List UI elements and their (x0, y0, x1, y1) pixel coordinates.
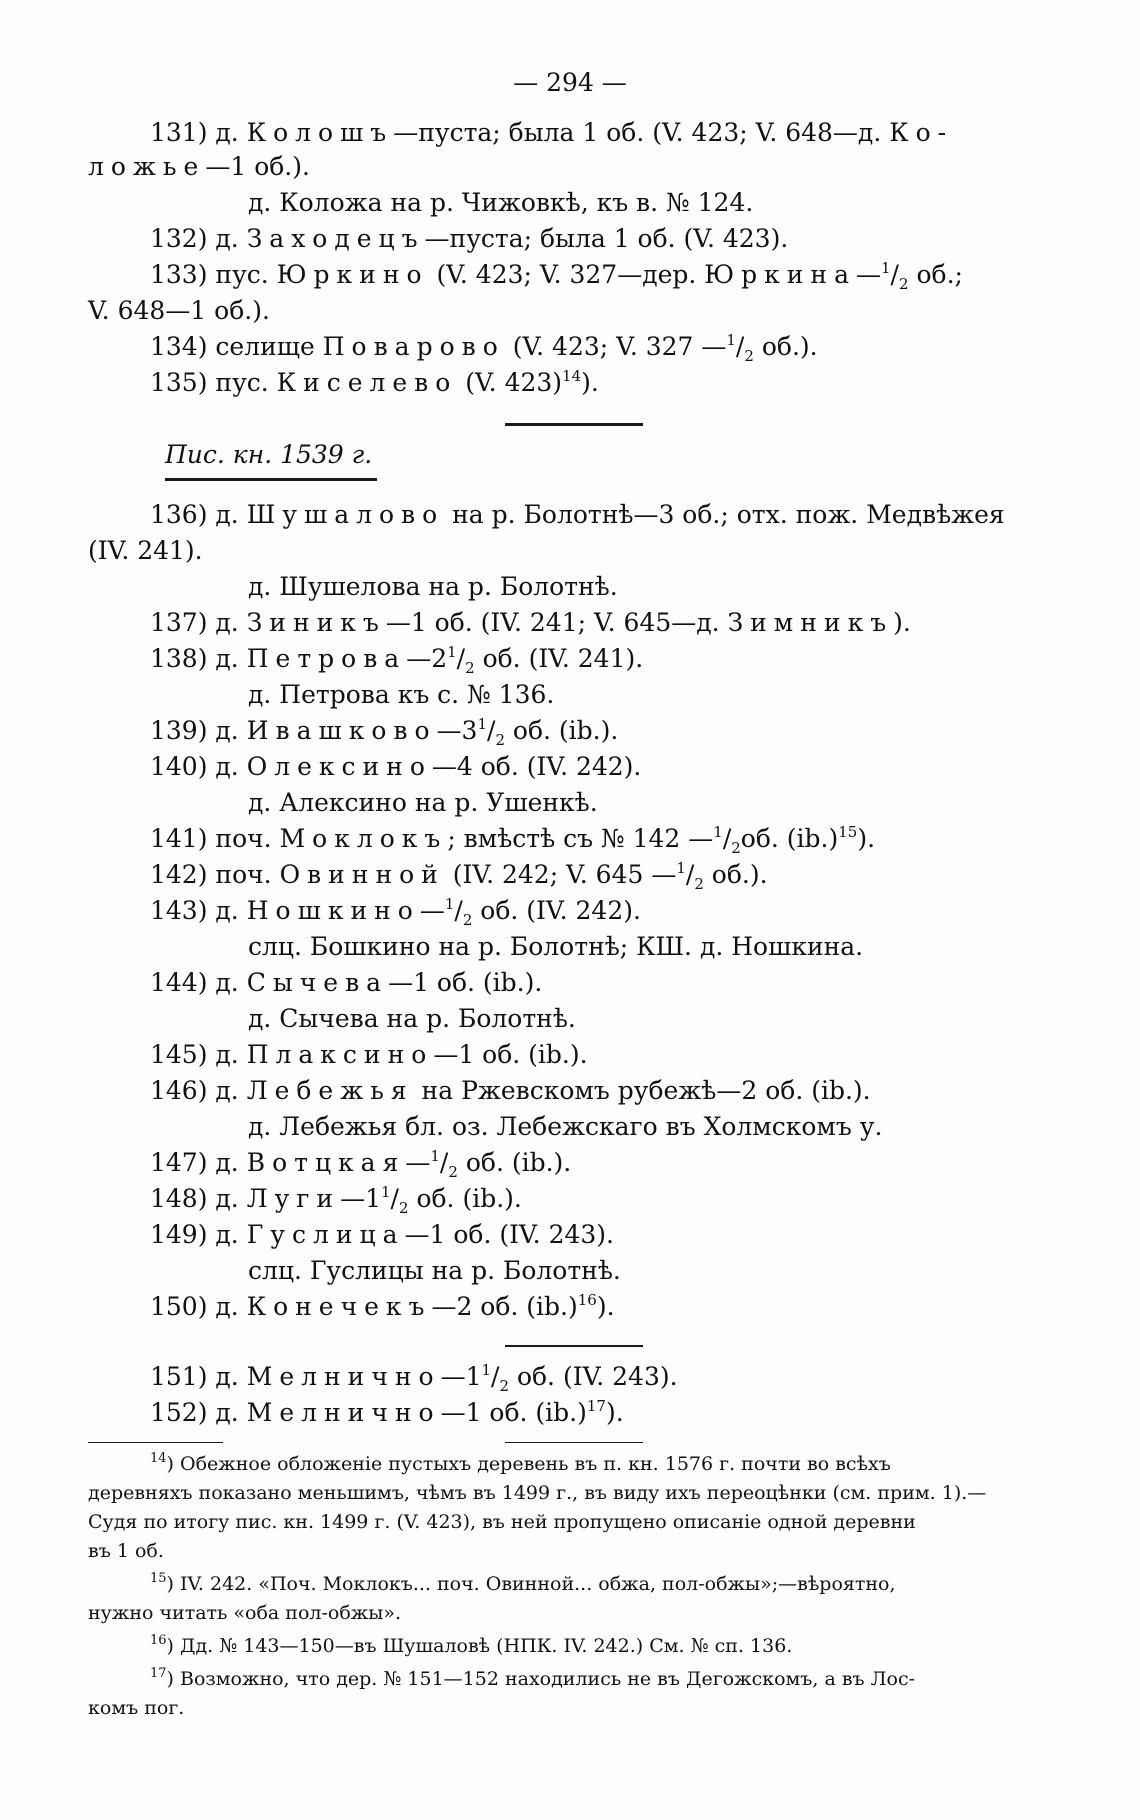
entry-133: 133) пус. Юркино (V. 423; V. 327—дер. $Юркина—^1/_2$ об.; (150, 259, 963, 293)
footnote-17-line-1 (150, 1667, 915, 1691)
entry-138-name: Петрова (246, 644, 407, 673)
entry-148-prefix: 148) д. (150, 1184, 247, 1213)
entry-141-text: ; вмѣстѣ съ № 142 — (447, 824, 714, 853)
entry-131-text: —пуста; была 1 об. (V. 423; V. 648—д. (393, 118, 890, 147)
entry-131 (150, 118, 953, 148)
entry-132 (150, 224, 788, 254)
footnote-15-mark: 15 (150, 1571, 167, 1586)
entry-140-text: —4 об. (IV. 242). (431, 752, 642, 781)
entry-145-text: —1 об. (ib.). (433, 1040, 588, 1069)
footnote-15-text-1: ) IV. 242. «Поч. Моклокъ... поч. Овинной... обжа, пол-обжы»;—вѣроятно, (166, 1573, 896, 1595)
entry-143: 143) д. $Ношкино—^1/_2$ об. (IV. 242). (150, 895, 641, 929)
section-heading: Пис. кн. 1539 г. (165, 440, 373, 469)
footnote-16-text-1: ) Дд. № 143—150—въ Шушаловѣ (НПК. IV. 242.) См. № сп. 136. (166, 1635, 793, 1657)
entry-142-text: (IV. 242; V. 645 — (444, 860, 677, 889)
entry-144 (150, 968, 542, 998)
entry-133-cont: V. 648—1 об.). (88, 296, 270, 325)
entry-149-modern: слц. Гуслицы на р. Болотнѣ. (248, 1256, 621, 1285)
entry-144-text: —1 об. (ib.). (388, 968, 543, 997)
entry-133-dash: — (855, 260, 881, 289)
entry-149-name: Гуслица (246, 1220, 405, 1249)
entry-147-prefix: 147) д. (150, 1148, 247, 1177)
entry-133-tail: об.; (908, 260, 963, 289)
entry-146 (150, 1076, 871, 1106)
footnote-14-line-2: деревняхъ показано меньшимъ, чѣмъ въ 1499 г., въ виду ихъ переоцѣнки (см. прим. 1).— (88, 1482, 987, 1504)
entry-140-prefix: 140) д. (150, 752, 247, 781)
entry-144-prefix: 144) д. (150, 968, 247, 997)
footnote-16-line-1 (150, 1634, 792, 1658)
entry-152-name: Мелнично (246, 1398, 441, 1427)
entry-136-cont: (IV. 241). (88, 536, 203, 565)
entry-152-text: —1 об. (ib.) (440, 1398, 587, 1427)
entry-134-prefix: 134) селище (150, 332, 323, 361)
entry-149-prefix: 149) д. (150, 1220, 247, 1249)
entry-151-name: Мелнично (246, 1362, 441, 1391)
entry-138: 138) д. $Петрова—2^1/_2$ об. (IV. 241). (150, 643, 644, 677)
entry-137-prefix: 137) д. (150, 608, 247, 637)
entry-138-tail: об. (IV. 241). (474, 644, 644, 673)
entry-138-modern: д. Петрова къ с. № 136. (248, 680, 555, 709)
entry-150-prefix: 150) д. (150, 1292, 247, 1321)
entry-139-name: Ивашково (246, 716, 437, 745)
entry-150-text: —2 об. (ib.) (431, 1292, 578, 1321)
entry-142-tail: об.). (703, 860, 768, 889)
entry-136-name: Шушалово (246, 500, 445, 529)
entry-141-name: Моклокъ (279, 824, 448, 853)
entry-143-tail: об. (IV. 242). (472, 896, 641, 925)
entry-139: 139) д. $Ивашково—3^1/_2$ об. (ib.). (150, 715, 619, 749)
entry-139-frac-den: 2 (495, 731, 505, 749)
entry-137 (150, 608, 911, 638)
entry-142-frac-den: 2 (694, 875, 704, 893)
entry-131-prefix: 131) д. (150, 118, 247, 147)
entry-132-name: Заходецъ (246, 224, 425, 253)
entry-137-text: —1 об. (IV. 241; V. 645—д. (385, 608, 728, 637)
group-divider (505, 1345, 643, 1347)
entry-148: 148) д. $Луги—1^1/_2$ об. (ib.). (150, 1183, 522, 1217)
entry-135-name: Киселево (276, 368, 458, 397)
entry-132-text: —пуста; была 1 об. (V. 423). (424, 224, 789, 253)
entry-138-prefix: 138) д. (150, 644, 247, 673)
entry-139-frac-num: 1 (477, 715, 487, 733)
footnote-16-mark: 16 (150, 1633, 167, 1648)
footnote-ref-15: 15 (838, 823, 858, 841)
entry-152-prefix: 152) д. (150, 1398, 247, 1427)
entry-149 (150, 1220, 614, 1250)
entry-141-prefix: 141) поч. (150, 824, 280, 853)
entry-137-tail: ). (893, 608, 911, 637)
entry-143-prefix: 143) д. (150, 896, 247, 925)
entry-133-frac-num: 1 (880, 259, 891, 277)
entry-135-prefix: 135) пус. (150, 368, 277, 397)
entry-140-name: Олексино (246, 752, 432, 781)
section-heading-underline (165, 478, 377, 481)
section-divider (505, 423, 643, 426)
entry-139-tail: об. (ib.). (504, 716, 619, 745)
entry-146-prefix: 146) д. (150, 1076, 247, 1105)
entry-150-tail: ). (596, 1292, 615, 1321)
entry-136 (150, 500, 1005, 530)
footnote-ref-17: 17 (586, 1397, 606, 1415)
entry-144-modern: д. Сычева на р. Болотнѣ. (248, 1004, 576, 1033)
entry-134-tail: об.). (753, 332, 818, 361)
entry-142-name: Овинной (279, 860, 445, 889)
footnote-14-line-1 (150, 1452, 891, 1476)
entry-142-frac-num: 1 (676, 859, 686, 877)
entry-138-frac-den: 2 (465, 659, 475, 677)
entry-141-frac-den: 2 (731, 839, 741, 857)
footnote-14-mark: 14 (150, 1451, 167, 1466)
entry-131-cont-name: ложье (88, 152, 206, 181)
entry-142: 142) поч. Овинной (IV. 242; V. 645 $—^1/_2$ об.). (150, 859, 768, 893)
entry-141: 141) поч. Моклокъ; вмѣстѣ съ № 142 $—^1/_2об$. $(ib.)^{15}$). (150, 823, 876, 857)
entry-131-cont-text: —1 об.). (205, 152, 310, 181)
entry-148-name: Луги (246, 1184, 341, 1213)
footnote-17-mark: 17 (150, 1666, 167, 1681)
entry-134-name: Поварово (322, 332, 505, 361)
entry-148-text: —1 (340, 1184, 381, 1213)
footnote-14-text-1: ) Обежное обложеніе пустыхъ деревень въ п. кн. 1576 г. почти во всѣхъ (166, 1453, 891, 1475)
entry-135-tail: ). (581, 368, 599, 397)
entry-151-frac-num: 1 (481, 1361, 492, 1379)
entry-150-name: Конечекъ (246, 1292, 432, 1321)
entry-136-text: на р. Болотнѣ—3 об.; отх. пож. Медвѣжея (444, 500, 1005, 529)
entry-143-frac-num: 1 (444, 895, 455, 913)
entry-146-modern: д. Лебежья бл. оз. Лебежскаго въ Холмскомъ у. (248, 1112, 883, 1141)
footnote-14-line-3: Судя по итогу пис. кн. 1499 г. (V. 423), въ ней пропущено описаніе одной деревни (88, 1511, 916, 1533)
entry-133-frac-den: 2 (898, 275, 909, 293)
footnote-17-text-1: ) Возможно, что дер. № 151—152 находились не въ Дегожскомъ, а въ Лос- (166, 1668, 916, 1690)
entry-142-prefix: 142) поч. (150, 860, 280, 889)
entry-143-frac-den: 2 (462, 911, 473, 929)
entry-148-tail: об. (ib.). (408, 1184, 522, 1213)
entry-133-text: (V. 423; V. 327—дер. (428, 260, 705, 289)
entry-152 (150, 1398, 624, 1428)
entry-135-text: (V. 423) (457, 368, 563, 397)
entry-147-frac-den: 2 (448, 1163, 458, 1181)
entry-138-frac-num: 1 (447, 643, 457, 661)
entry-138-text: —2 (406, 644, 448, 673)
entry-151-text: —1 (440, 1362, 482, 1391)
entry-134: 134) селище Поварово (V. 423; V. 327 $—^1/_2$ об.). (150, 331, 818, 365)
entry-137-name2: Зимникъ (727, 608, 894, 637)
entry-131-cont (88, 152, 310, 182)
entry-151-tail: об. (IV. 243). (509, 1362, 678, 1391)
entry-152-tail: ). (605, 1398, 624, 1427)
entry-151: 151) д. $Мелнично—1^1/_2$ об. (IV. 243). (150, 1361, 678, 1395)
footnote-15-line-2: нужно читать «оба пол-обжы». (88, 1602, 402, 1624)
entry-132-prefix: 132) д. (150, 224, 247, 253)
entry-146-text: на Ржевскомъ рубежѣ—2 об. (ib.). (413, 1076, 871, 1105)
entry-131-modern: д. Коложа на р. Чижовкѣ, къ в. № 124. (248, 188, 754, 217)
entry-140 (150, 752, 641, 782)
entry-134-frac-num: 1 (726, 331, 736, 349)
entry-143-modern: слц. Бошкино на р. Болотнѣ; КШ. д. Ношкина. (248, 932, 864, 961)
entry-136-prefix: 136) д. (150, 500, 247, 529)
entry-149-text: —1 об. (IV. 243). (404, 1220, 614, 1249)
entry-141-text2: об. (ib.) (740, 824, 839, 853)
entry-141-frac-num: 1 (713, 823, 723, 841)
footnote-ref-14: 14 (562, 367, 582, 385)
entry-147: 147) д. $Вотцкая—^1/_2$ об. (ib.). (150, 1147, 572, 1181)
entry-131-name2: Ко- (889, 118, 954, 147)
footnote-14-line-4: въ 1 об. (88, 1540, 164, 1562)
footnote-separator-left (88, 1442, 223, 1443)
entry-147-frac-num: 1 (430, 1147, 440, 1165)
entry-140-modern: д. Алексино на р. Ушенкѣ. (248, 788, 598, 817)
entry-151-frac-den: 2 (499, 1377, 509, 1395)
footnote-separator-right (505, 1442, 643, 1443)
entry-141-tail: ). (857, 824, 876, 853)
footnote-17-line-2: комъ пог. (88, 1697, 185, 1719)
entry-147-tail: об. (ib.). (457, 1148, 572, 1177)
footnote-ref-16: 16 (577, 1291, 597, 1309)
entry-147-text: — (405, 1148, 431, 1177)
footnote-15-line-1 (150, 1572, 896, 1596)
entry-136-modern: д. Шушелова на р. Болотнѣ. (248, 572, 618, 601)
entry-150 (150, 1292, 615, 1322)
entry-148-frac-den: 2 (398, 1199, 409, 1217)
entry-134-text: (V. 423; V. 327 — (504, 332, 727, 361)
entry-143-name: Ношкино (246, 896, 420, 925)
entry-133-name: Юркино (276, 260, 429, 289)
entry-145 (150, 1040, 588, 1070)
entry-133-name2: Юркина (704, 260, 856, 289)
entry-151-prefix: 151) д. (150, 1362, 247, 1391)
entry-144-name: Сычева (246, 968, 389, 997)
entry-145-name: Плаксино (246, 1040, 434, 1069)
entry-146-name: Лебежья (246, 1076, 414, 1105)
entry-133-prefix: 133) пус. (150, 260, 277, 289)
entry-147-name: Вотцкая (246, 1148, 406, 1177)
page-number: — 294 — (513, 68, 627, 97)
entry-143-text: — (419, 896, 445, 925)
entry-139-text: —3 (436, 716, 478, 745)
entry-135 (150, 368, 599, 398)
entry-139-prefix: 139) д. (150, 716, 247, 745)
entry-137-name: Зиникъ (246, 608, 386, 637)
entry-134-frac-den: 2 (744, 347, 754, 365)
entry-148-frac-num: 1 (380, 1183, 391, 1201)
entry-131-name: Колошъ (246, 118, 394, 147)
entry-145-prefix: 145) д. (150, 1040, 247, 1069)
